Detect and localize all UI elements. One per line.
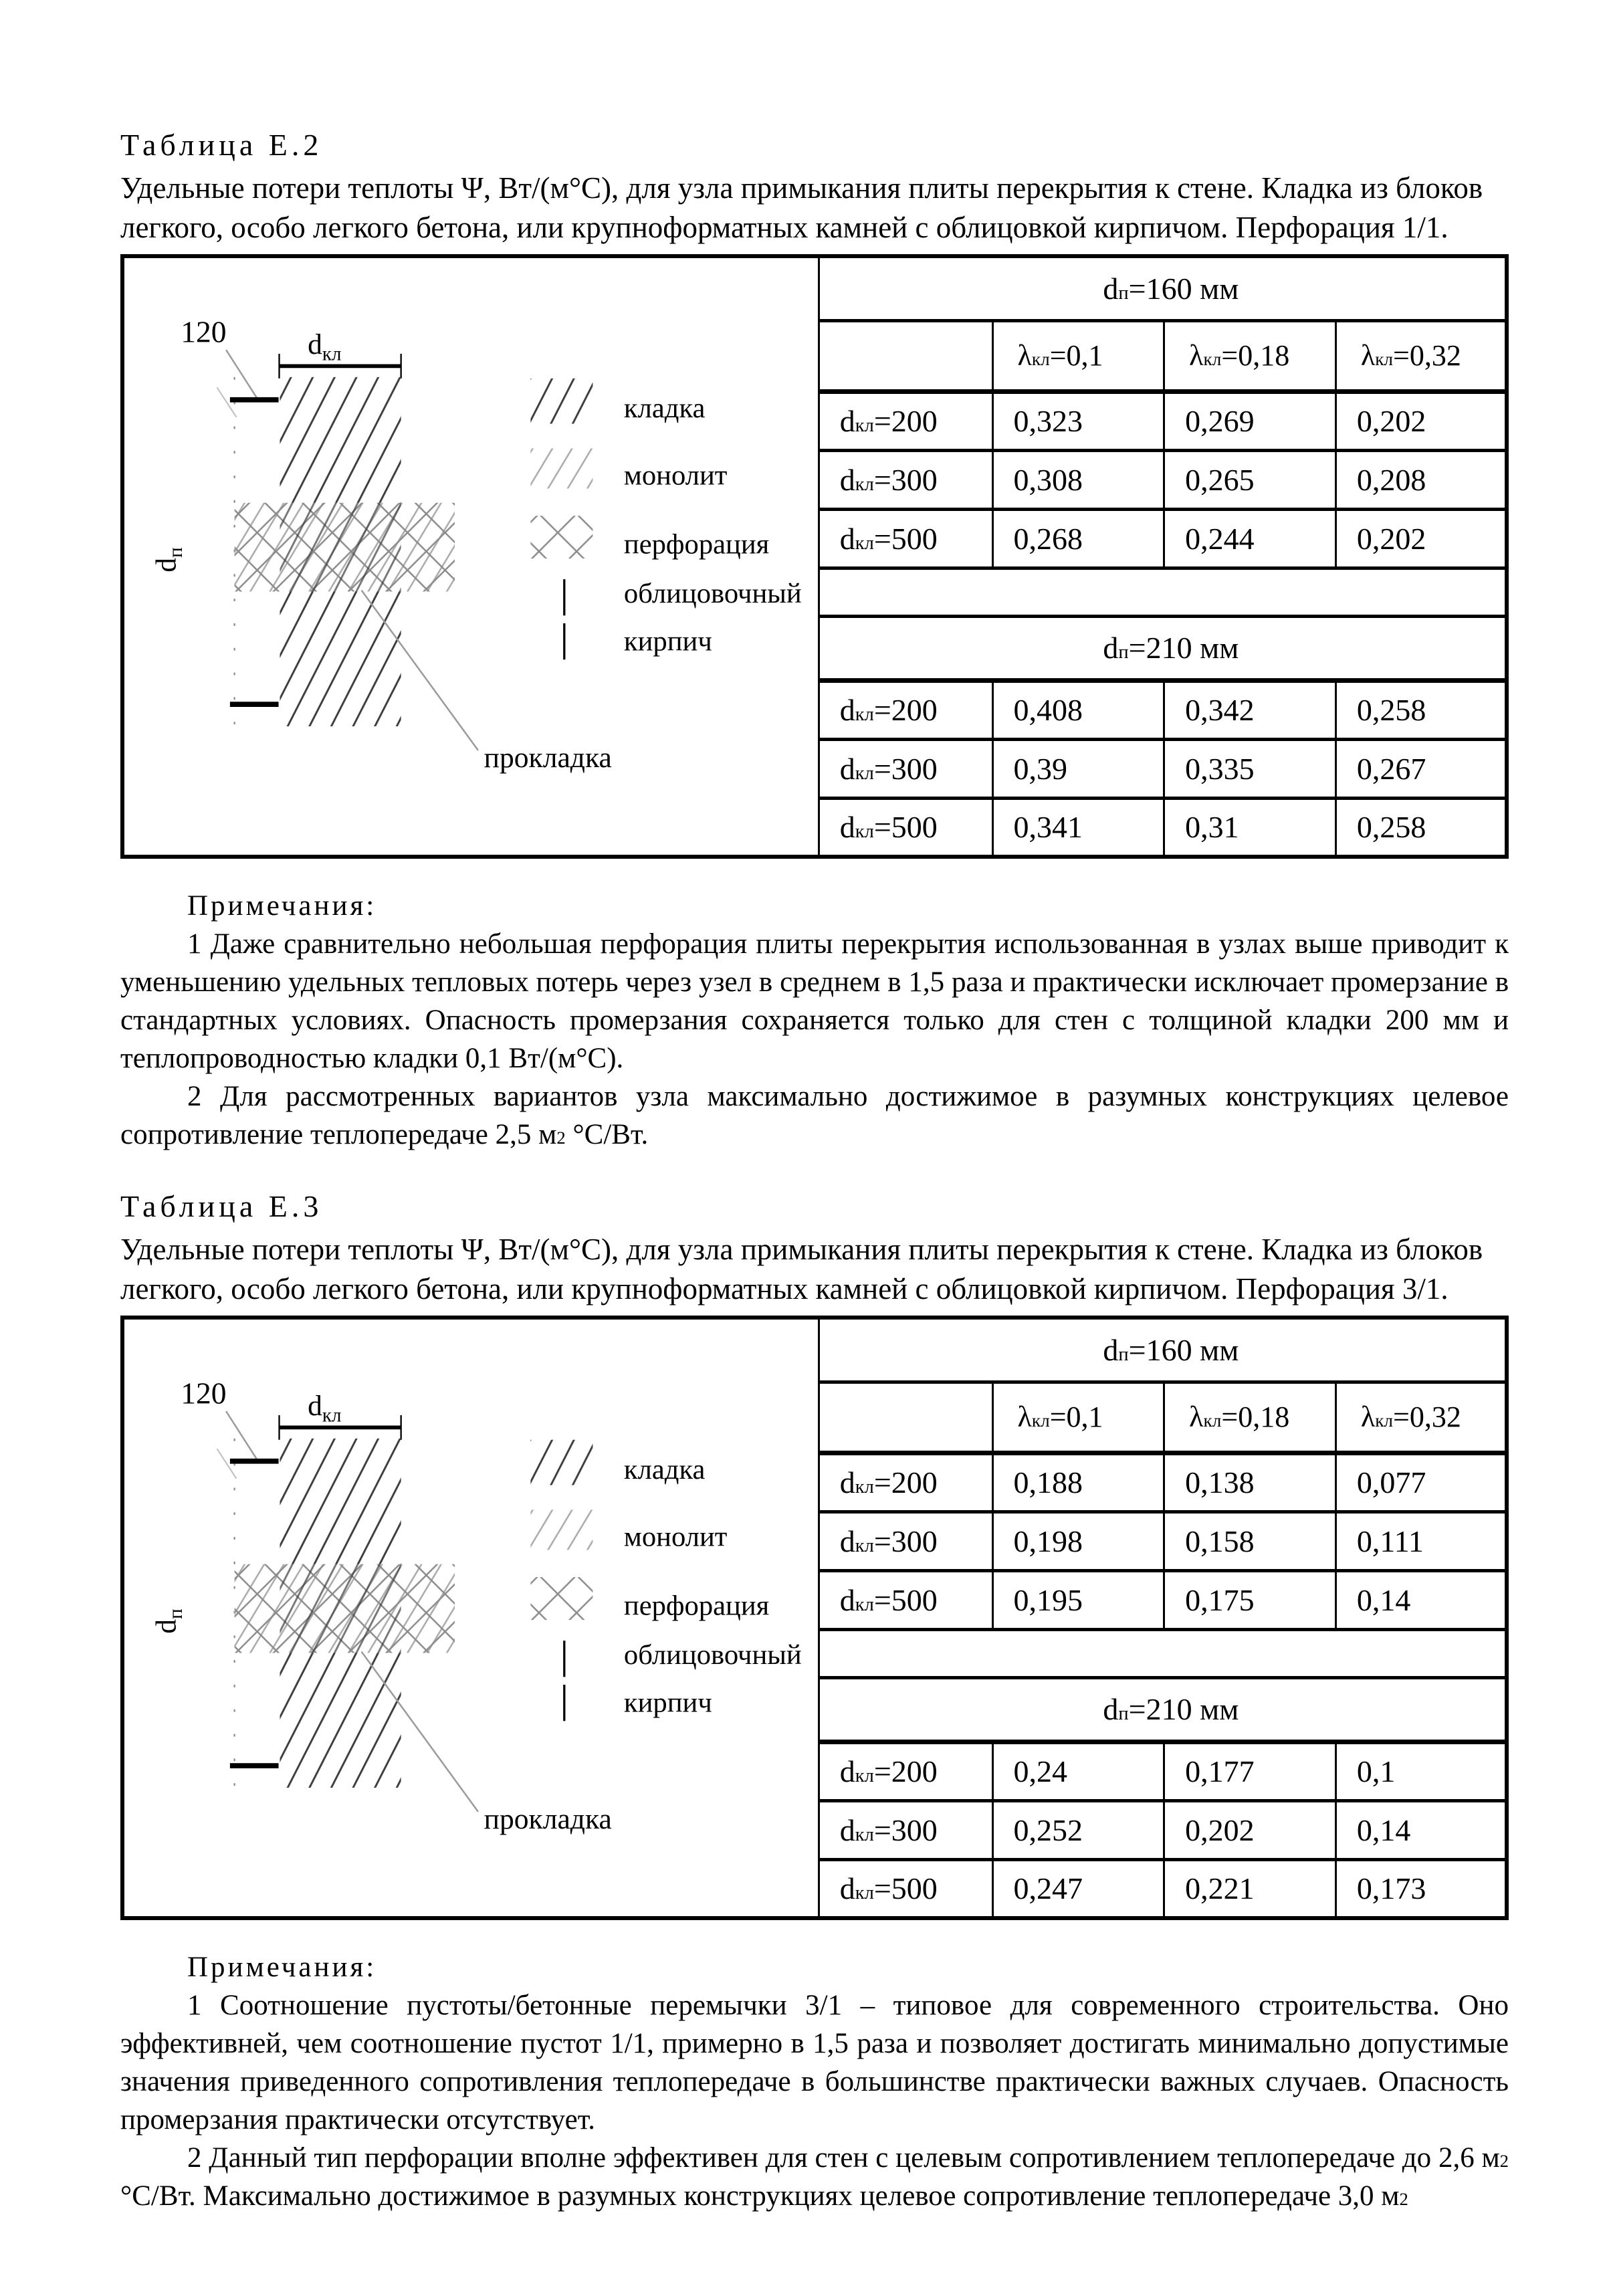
slab-wall-intersection [280,1564,401,1653]
legend-label-monolit: монолит [623,459,728,492]
row-label: $d_{кл}=200$ [819,1453,992,1511]
row-label: $d_{кл}=200$ [819,680,992,739]
note-item: 1 Даже сравнительно небольшая перфорация плиты перекрытия использованная в узлах выше приводит к уменьшению удельных тепловых потерь через узел в среднем в 1,5 раза и практически исключает промерзание в стандартных условиях. Опасность промерзания сохраняется только для стен с толщиной кладки 200 мм и теплопроводностью кладки 0,1 Вт/(м°С). [120,928,1509,1074]
value-cell: 0,14 [1335,1570,1507,1629]
row-label: $d_{кл}=200$ [819,391,992,450]
legend-swatch-perforacia [530,1577,593,1620]
col-header-lambda-018: $\lambda_{кл}=0,18$ [1164,320,1336,391]
value-cell: 0,175 [1164,1570,1336,1629]
table-e2-notes [120,887,1509,1154]
wall-junction-diagram [144,1331,815,1905]
legend-label-perforacia: перфорация [623,1590,770,1622]
dim-dp-label: $d_п$ [150,1608,187,1634]
dim-120-label: 120 [181,1376,227,1411]
notes-heading: Примечания: [187,890,377,922]
col-header-lambda-01: $\lambda_{кл}=0,1$ [992,320,1164,391]
group-header-160: $d_п=160$ мм [819,1318,1507,1382]
col-header-lambda-032: $\lambda_{кл}=0,32$ [1335,1382,1507,1453]
legend-swatch-kladka [530,379,593,424]
legend-label-facing-brick-line2: кирпич [623,1687,712,1719]
row-label: $d_{кл}=500$ [819,1859,992,1918]
dim-120-leader-line [217,387,237,417]
legend-label-monolit: монолит [623,1521,728,1553]
legend-swatch-monolit [530,1509,593,1550]
dim-120-label: 120 [181,314,227,349]
col-header-lambda-01: $\lambda_{кл}=0,1$ [992,1382,1164,1453]
value-cell: 0,198 [992,1511,1164,1570]
value-cell: 0,173 [1335,1859,1507,1918]
value-cell: 0,244 [1164,509,1336,568]
value-cell: 0,258 [1335,680,1507,739]
legend-label-facing-brick-line1: облицовочный [623,1639,802,1671]
value-cell: 0,408 [992,680,1164,739]
masonry-wall-upper [280,1439,401,1564]
group-header-210: $d_п=210$ мм [819,1677,1507,1742]
table-e3-title: Таблица Е.3 [120,1189,323,1223]
dim-dkl-label: $d_{кл}$ [308,328,342,365]
value-cell: 0,342 [1164,680,1336,739]
value-cell: 0,335 [1164,739,1336,798]
table-e3-notes [120,1948,1509,2215]
row-label: $d_{кл}=200$ [819,1742,992,1800]
value-cell: 0,202 [1335,509,1507,568]
value-cell: 0,158 [1164,1511,1336,1570]
table-e3 [120,1316,1509,1920]
group-header-160: $d_п=160$ мм [819,256,1507,320]
value-cell: 0,267 [1335,739,1507,798]
row-label: $d_{кл}=300$ [819,1511,992,1570]
value-cell: 0,24 [992,1742,1164,1800]
value-cell: 0,341 [992,798,1164,857]
value-cell: 0,138 [1164,1453,1336,1511]
legend-swatch-kladka [530,1440,593,1485]
masonry-wall-upper [280,377,401,503]
masonry-wall-lower [280,591,401,726]
table-e2-description: Удельные потери теплоты Ψ, Вт/(м°С), для узла примыкания плиты перекрытия к стене. Кладка из блоков легкого, особо легкого бетона, или крупноформатных камней с облицовкой кирпичом. Перфорация 1/1. [120,171,1483,244]
value-cell: 0,308 [992,450,1164,509]
corner-cell [819,320,992,391]
value-cell: 0,39 [992,739,1164,798]
corner-cell [819,1382,992,1453]
row-label: $d_{кл}=500$ [819,509,992,568]
value-cell: 0,265 [1164,450,1336,509]
value-cell: 0,077 [1335,1453,1507,1511]
legend-label-kladka: кладка [623,392,706,424]
legend-label-facing-brick-line2: кирпич [623,625,712,657]
wall-junction-diagram-container [144,270,815,843]
diagram-cell [122,1318,819,1918]
table-e3-description: Удельные потери теплоты Ψ, Вт/(м°С), для узла примыкания плиты перекрытия к стене. Кладка из блоков легкого, особо легкого бетона, или крупноформатных камней с облицовкой кирпичом. Перфорация 3/1. [120,1233,1483,1306]
row-label: $d_{кл}=300$ [819,1800,992,1859]
col-header-lambda-032: $\lambda_{кл}=0,32$ [1335,320,1507,391]
table-row [122,256,1507,320]
legend-swatch-monolit [530,448,593,488]
legend-label-kladka: кладка [623,1453,706,1485]
value-cell: 0,202 [1335,391,1507,450]
legend-label-perforacia: перфорация [623,528,770,560]
value-cell: 0,252 [992,1800,1164,1859]
value-cell: 0,31 [1164,798,1336,857]
value-cell: 0,247 [992,1859,1164,1918]
group-header-210: $d_п=210$ мм [819,616,1507,680]
masonry-wall-lower [280,1653,401,1788]
value-cell: 0,221 [1164,1859,1336,1918]
note-item: 2 Для рассмотренных вариантов узла максимально достижимое в разумных конструкциях целевое сопротивление теплопередаче 2,5 $м^2$ °С/Вт. [120,1081,1509,1150]
dim-120-leader-line [226,350,258,401]
legend-swatch-perforacia [530,516,593,558]
value-cell: 0,323 [992,391,1164,450]
diagram-cell [122,256,819,857]
note-item: 1 Соотношение пустоты/бетонные перемычки 3/1 – типовое для современного строительства. Оно эффективней, чем соотношение пустот 1/1, примерно в 1,5 раза и позволяет достигать минимально допустимые значения приведенного сопротивления теплопередаче в большинстве практически важных случаев. Опасность промерзания практически отсутствует. [120,1990,1509,2135]
value-cell: 0,195 [992,1570,1164,1629]
spacer-row [819,1629,1507,1677]
table-row [122,1318,1507,1382]
value-cell: 0,1 [1335,1742,1507,1800]
value-cell: 0,268 [992,509,1164,568]
spacer-row [819,568,1507,616]
notes-heading: Примечания: [187,1952,377,1983]
value-cell: 0,188 [992,1453,1164,1511]
value-cell: 0,14 [1335,1800,1507,1859]
wall-junction-diagram [144,270,815,843]
table-e2 [120,254,1509,859]
slab-wall-intersection [280,503,401,592]
callout-prokladka: прокладка [484,741,612,774]
dim-dp-label: $d_п$ [150,547,187,572]
col-header-lambda-018: $\lambda_{кл}=0,18$ [1164,1382,1336,1453]
wall-junction-diagram-container [144,1331,815,1905]
row-label: $d_{кл}=500$ [819,1570,992,1629]
row-label: $d_{кл}=300$ [819,450,992,509]
row-label: $d_{кл}=500$ [819,798,992,857]
value-cell: 0,208 [1335,450,1507,509]
dim-dkl-label: $d_{кл}$ [308,1389,342,1427]
row-label: $d_{кл}=300$ [819,739,992,798]
value-cell: 0,258 [1335,798,1507,857]
value-cell: 0,177 [1164,1742,1336,1800]
callout-prokladka: прокладка [484,1802,612,1835]
dim-120-leader-line [226,1411,258,1462]
value-cell: 0,111 [1335,1511,1507,1570]
note-item: 2 Данный тип перфорации вполне эффективен для стен с целевым сопротивлением теплопередаче до 2,6 $м^2$ °С/Вт. Максимально достижимое в разумных конструкциях целевое сопротивление теплопередаче 3,0 $м^2$ [120,2142,1509,2212]
value-cell: 0,202 [1164,1800,1336,1859]
legend-label-facing-brick-line1: облицовочный [623,577,802,609]
table-e2-title: Таблица Е.2 [120,128,323,162]
value-cell: 0,269 [1164,391,1336,450]
